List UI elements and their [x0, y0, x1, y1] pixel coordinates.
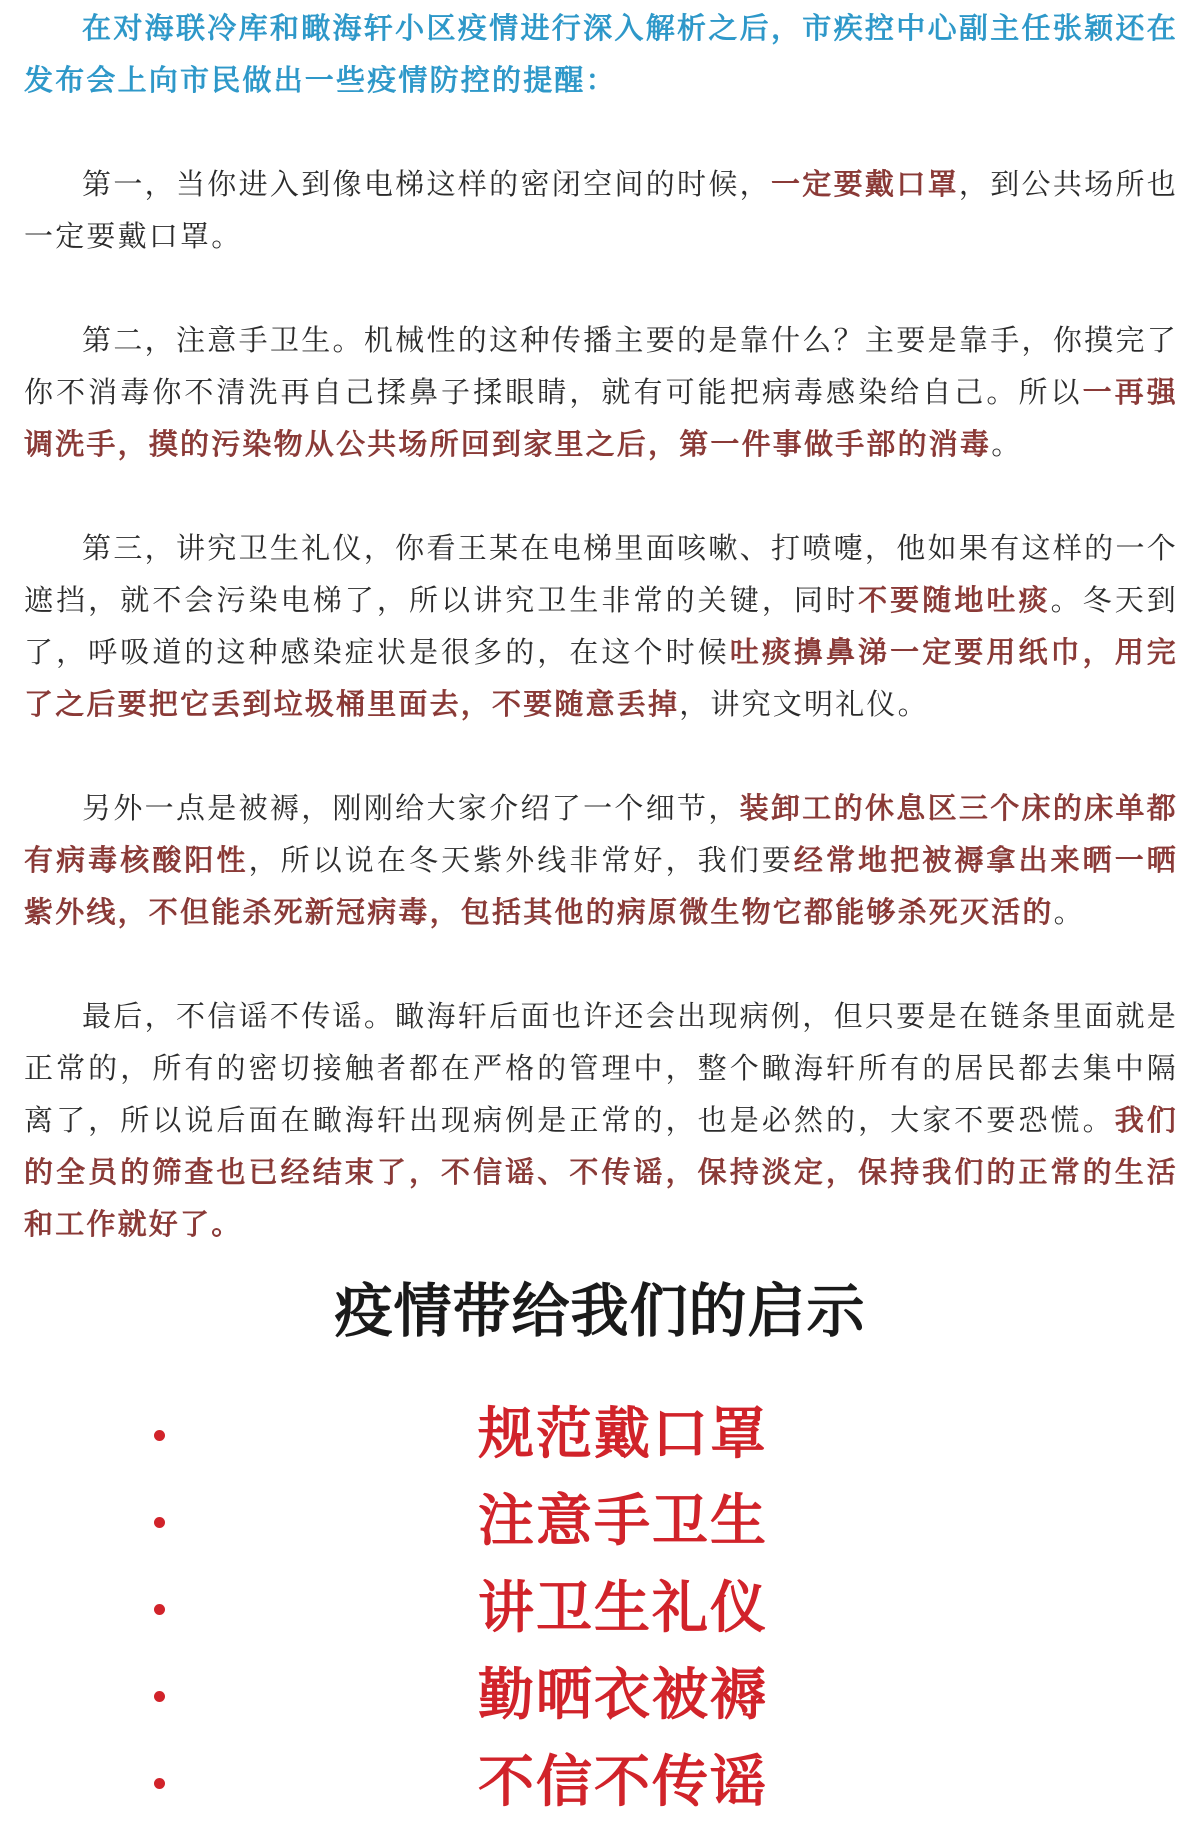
summary-graphic	[0, 1258, 1200, 1840]
bullet-dot-icon	[154, 1517, 165, 1528]
summary-item	[0, 1657, 1200, 1735]
paragraph-4	[24, 782, 1178, 938]
bullet-dot-icon	[154, 1604, 165, 1615]
paragraph-3-text: 。冬天到了，呼吸道的这种感染症状是很多的，在这个时候	[24, 583, 1179, 669]
paragraph-4-highlight: 装卸工的休息区三个床的床单都有病毒核酸阳性	[24, 791, 1178, 877]
summary-item-label: 不信不传谣	[478, 1750, 768, 1815]
paragraph-1-text: ，到公共场所也一定要戴口罩。	[24, 167, 1178, 253]
paragraph-4-text: 另外一点是被褥，刚刚给大家介绍了一个细节，	[82, 791, 740, 825]
paragraph-3	[24, 522, 1178, 730]
summary-item-label: 规范戴口罩	[478, 1402, 768, 1467]
bullet-dot-icon	[154, 1778, 165, 1789]
summary-item	[0, 1483, 1200, 1561]
paragraph-2-text: 第二，注意手卫生。机械性的这种传播主要的是靠什么？主要是靠手，你摸完了你不消毒你不清洗再自己揉鼻子揉眼睛，就有可能把病毒感染给自己。所以	[24, 323, 1178, 409]
summary-title: 疫情带给我们的启示	[334, 1277, 866, 1345]
paragraph-1-highlight: 一定要戴口罩	[770, 167, 959, 201]
bullet-dot-icon	[154, 1691, 165, 1702]
paragraph-1	[24, 158, 1178, 262]
bullet-dot-icon	[154, 1430, 165, 1441]
paragraph-5-text: 最后，不信谣不传谣。瞰海轩后面也许还会出现病例，但只要是在链条里面就是正常的，所有的密切接触者都在严格的管理中，整个瞰海轩所有的居民都去集中隔离了，所以说后面在瞰海轩出现病例是正常的，也是必然的，大家不要恐慌。	[24, 999, 1178, 1137]
paragraph-1-text: 第一，当你进入到像电梯这样的密闭空间的时候，	[82, 167, 771, 201]
paragraph-3-highlight: 不要随地吐痰	[858, 583, 1051, 617]
summary-item-label: 讲卫生礼仪	[478, 1576, 768, 1641]
paragraph-2-text: 。	[991, 427, 1023, 461]
paragraph-3-text: ，讲究文明礼仪。	[679, 687, 929, 721]
summary-item	[0, 1570, 1200, 1648]
paragraph-5-highlight: 我们的全员的筛查也已经结束了，不信谣、不传谣，保持淡定，保持我们的正常的生活和工作就好了。	[24, 1103, 1178, 1241]
summary-item	[0, 1396, 1200, 1474]
summary-item	[0, 1744, 1200, 1822]
summary-item-label: 勤晒衣被褥	[478, 1663, 768, 1728]
paragraph-5	[24, 990, 1178, 1250]
paragraph-3-highlight: 吐痰擤鼻涕一定要用纸巾，用完了之后要把它丢到垃圾桶里面去，不要随意丢掉	[24, 635, 1178, 721]
paragraph-3-text: 第三，讲究卫生礼仪，你看王某在电梯里面咳嗽、打喷嚏，他如果有这样的一个遮挡，就不会污染电梯了，所以讲究卫生非常的关键，同时	[24, 531, 1178, 617]
paragraph-4-text: 。	[1053, 895, 1085, 929]
paragraph-2-highlight: 一再强调洗手，摸的污染物从公共场所回到家里之后，第一件事做手部的消毒	[24, 375, 1178, 461]
summary-item-label: 注意手卫生	[478, 1489, 768, 1554]
paragraph-4-highlight: 经常地把被褥拿出来晒一晒紫外线，不但能杀死新冠病毒，包括其他的病原微生物它都能够杀死灭活的	[24, 843, 1178, 929]
paragraph-4-text: ，所以说在冬天紫外线非常好，我们要	[248, 843, 794, 877]
paragraph-2	[24, 314, 1178, 470]
intro-paragraph: 在对海联冷库和瞰海轩小区疫情进行深入解析之后，市疾控中心副主任张颖还在发布会上向市民做出一些疫情防控的提醒：	[24, 11, 1178, 97]
